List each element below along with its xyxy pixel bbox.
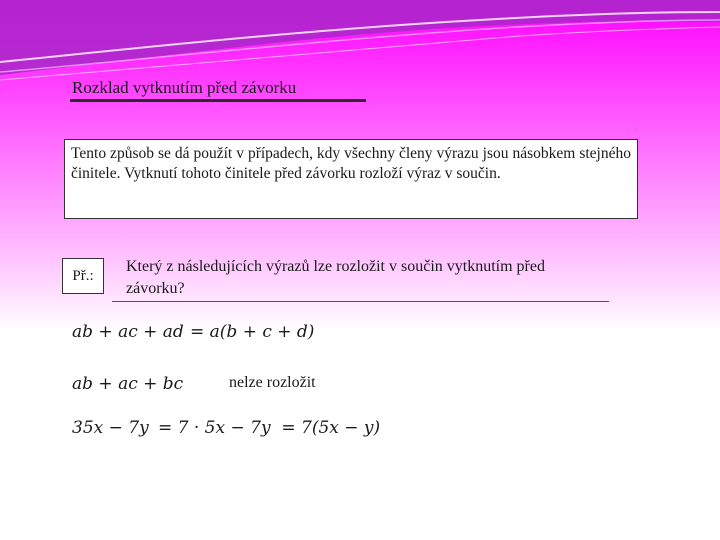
example-1-lhs: ab + ac + ad xyxy=(72,322,184,342)
example-label: Př.: xyxy=(62,258,104,294)
example-1-rhs: = a(b + c + d) xyxy=(190,322,315,342)
example-3-rhs: = 7 · 5x − 7y = 7(5x − y) xyxy=(158,418,381,438)
question-text: Který z následujících výrazů lze rozložit v součin vytknutím před závorku? xyxy=(126,258,545,297)
title-underline xyxy=(70,99,366,102)
slide-title: Rozklad vytknutím před závorku xyxy=(72,78,297,97)
question-divider xyxy=(112,301,609,302)
example-3-lhs: 35x − 7y xyxy=(72,418,149,438)
definition-box: Tento způsob se dá použít v případech, kdy všechny členy výrazu jsou násobkem stejného činitele. Vytknutí tohoto činitele před závorku rozloží výraz v součin. xyxy=(64,139,638,219)
example-2-rhs: nelze rozložit xyxy=(229,374,316,391)
example-2-lhs: ab + ac + bc xyxy=(72,374,184,394)
